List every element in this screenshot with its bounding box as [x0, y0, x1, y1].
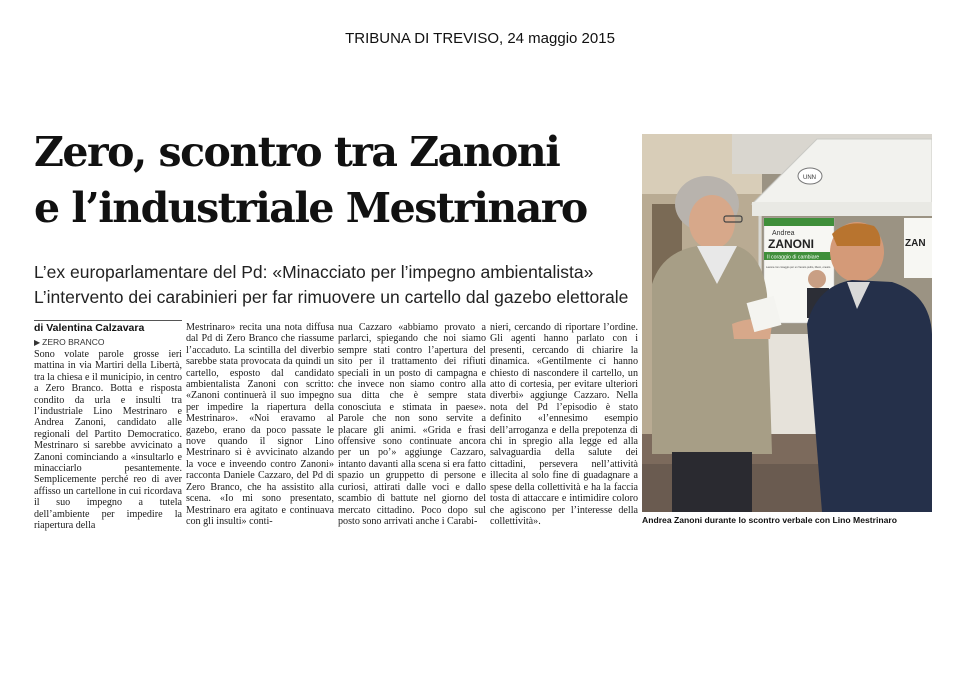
- headline-line-1: Zero, scontro tra Zanoni: [34, 128, 560, 176]
- byline: [34, 320, 182, 347]
- article-text-3: nua Cazzaro «abbiamo provato a parlarci, spiegando che noi siamo sempre stati contro l’apertura del sito per il trattamento dei rifiuti speciali in un posto di campagna e che invece non siamo contro alla sua ditta che è sempre stata conosciuta e stimata in paese». Parole che non sono servite a placare gli animi. «Grida e frasi offensive sono continuate ancora per un po’» aggiunge Cazzaro, intanto davanti alla scena si era fatto spazio un gruppetto di persone e curiosi, attirati dalle voci e dallo scambio di battute nel giorno del mercato cittadino. Poco dopo sul posto sono arrivati anche i Carabi-: [338, 322, 486, 527]
- headline-line-2: e l’industriale Mestrinaro: [34, 184, 587, 232]
- article-photo: [642, 134, 932, 512]
- article-text-4: nieri, cercando di riportare l’ordine. Gli agenti hanno parlato con i presenti, cercando di chiarire la dinamica. «Gentilmente ci hanno chiesto di nascondere il cartello, un atto di cortesia, per evitare ulteriori diverbi» aggiunge Cazzaro. Nella nota del Pd l’episodio è stato definito «l’ennesimo esempio dell’arroganza e della prepotenza di chi in spregio alla legge ed alla salvaguardia della salute dei cittadini, persevera nell’attività illecita al solo fine di guadagnare a spese della collettività e ha la faccia tosta di attaccare e intimidire coloro che agiscono per l’interesse della collettività».: [490, 322, 638, 527]
- subheadline-line-2: L’intervento dei carabinieri per far rimuovere un cartello dal gazebo elettorale: [34, 287, 629, 307]
- article-column-1: [34, 349, 182, 532]
- poster-first-name: Andrea: [772, 230, 795, 237]
- poster-slogan: Il coraggio di cambiare: [767, 254, 820, 261]
- subheadline: [34, 260, 634, 310]
- poster-surname: ZANONI: [768, 237, 814, 251]
- photo-caption: Andrea Zanoni durante lo scontro verbale con Lino Mestrinaro: [642, 515, 897, 525]
- dateline-place: ZERO BRANCO: [42, 337, 105, 347]
- article-column-3: [338, 322, 486, 527]
- article-text-2: Mestrinaro» recita una nota diffusa dal Pd di Zero Branco che riassume l’accaduto. La scintilla del diverbio sarebbe stata provocata da quindi un cartello, esposto dal candidato ambientalista Zanoni con scritto: «Zanoni continuerà il suo impegno per impedire la riapertura della Mestrinaro». «Noi eravamo al gazebo, erano da poco passate le nove quando il signor Lino Mestrinaro si è avvicinato alzando la voce e inveendo contro Zanoni» racconta Daniele Cazzaro, del Pd di Zero Branco, che ha assistito alla scena. «Io mi sono presentato, Mestrinaro era agitato e continuava con gli insulti» conti-: [186, 322, 334, 527]
- poster-fineprint: Lavora con coraggio per un Veneto pulito, libero, onesto: [766, 266, 831, 269]
- photo-illustration: [642, 134, 932, 512]
- source-line: TRIBUNA DI TREVISO, 24 maggio 2015: [345, 30, 615, 47]
- dateline: [34, 337, 182, 347]
- article-column-4: [490, 322, 638, 527]
- headline: [34, 124, 634, 236]
- article-column-2: [186, 322, 334, 527]
- subheadline-line-1: L’ex europarlamentare del Pd: «Minacciato per l’impegno ambientalista»: [34, 262, 594, 282]
- poster-2-surname: ZAN: [905, 238, 926, 249]
- dateline-arrow-icon: ▶: [34, 338, 41, 347]
- tent-logo: UNN: [803, 175, 816, 181]
- author-name: di Valentina Calzavara: [34, 320, 182, 334]
- article-text-1: Sono volate parole grosse ieri mattina in via Martiri della Libertà, tra la chiesa e il municipio, in centro a Zero Branco. Botta e risposta condito da urla e insulti tra l’industriale Lino Mestrinaro e Andrea Zanoni, candidato alle regionali del Partito Democratico. Mestrinaro si sarebbe avvicinato a Zanoni cominciando a «insultarlo e minacciarlo pesantemente. Semplicemente perché reo di aver affisso un cartellone in cui ricordava il suo impegno a tutela dell’ambiente per impedire la riapertura della: [34, 349, 182, 532]
